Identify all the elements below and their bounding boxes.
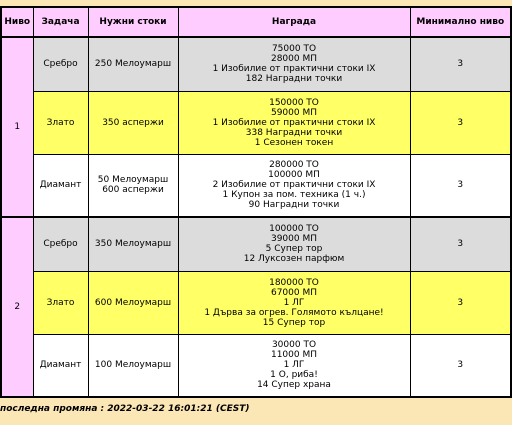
reward-line: 1 Изобилие от практични стоки IX — [212, 64, 376, 75]
reward-line: 5 Супер тор — [265, 244, 323, 255]
table-row — [1, 154, 511, 217]
reward-line: 90 Наградни точки — [248, 200, 340, 211]
reward-line: 30000 ТО — [271, 340, 317, 351]
reward-line: 1 Сезонен токен — [254, 137, 334, 148]
table-row — [1, 91, 511, 154]
reward-line: 12 Луксозен парфюм — [243, 254, 345, 265]
task-cell: Диамант — [33, 154, 88, 217]
header-min-level: Минимално ниво — [410, 7, 511, 37]
reward-line: 1 Дърва за огрев. Голямото кълцане! — [204, 307, 384, 318]
reward-line: 59000 МП — [270, 107, 318, 118]
reward-cell — [178, 91, 410, 154]
min-level-cell: 3 — [410, 91, 511, 154]
reward-cell — [178, 217, 410, 271]
goods-line: 100 Мелоумарш — [94, 360, 172, 371]
level-cell: 1 — [1, 37, 33, 217]
reward-line: 75000 ТО — [271, 44, 317, 55]
reward-line: 180000 ТО — [269, 277, 319, 288]
task-cell: Злато — [33, 91, 88, 154]
header-task: Задача — [33, 7, 88, 37]
reward-cell — [178, 271, 410, 334]
min-level-cell: 3 — [410, 154, 511, 217]
min-level-cell: 3 — [410, 217, 511, 271]
reward-line: 1 ЛГ — [283, 297, 305, 308]
reward-line: 338 Наградни точки — [245, 127, 343, 138]
rewards-table — [0, 6, 512, 398]
min-level-cell: 3 — [410, 334, 511, 397]
min-level-cell: 3 — [410, 37, 511, 91]
reward-line: 1 Купон за пом. техника (1 ч.) — [222, 190, 366, 201]
goods-line: 350 Мелоумарш — [94, 239, 172, 250]
goods-line: 350 аспержи — [102, 117, 164, 128]
reward-line: 67000 МП — [270, 287, 318, 298]
goods-line: 50 Мелоумарш — [97, 175, 169, 186]
table-header-row — [1, 7, 511, 37]
goods-cell — [88, 217, 178, 271]
task-cell: Сребро — [33, 217, 88, 271]
level-cell: 2 — [1, 217, 33, 397]
reward-cell — [178, 154, 410, 217]
goods-cell — [88, 37, 178, 91]
reward-line: 280000 ТО — [269, 160, 319, 171]
reward-line: 28000 МП — [270, 54, 318, 65]
table-row — [1, 37, 511, 91]
header-level: Ниво — [1, 7, 33, 37]
reward-cell — [178, 37, 410, 91]
header-reward: Награда — [178, 7, 410, 37]
goods-line: 600 Мелоумарш — [94, 297, 172, 308]
table-row — [1, 334, 511, 397]
reward-line: 182 Наградни точки — [245, 74, 343, 85]
table-row — [1, 217, 511, 271]
goods-cell — [88, 91, 178, 154]
reward-line: 11000 МП — [270, 350, 318, 361]
reward-line: 100000 МП — [268, 170, 320, 181]
goods-cell — [88, 154, 178, 217]
reward-line: 2 Изобилие от практични стоки IX — [212, 180, 376, 191]
task-cell: Злато — [33, 271, 88, 334]
last-modified: последна промяна : 2022-03-22 16:01:21 (CEST) — [0, 404, 250, 414]
goods-cell — [88, 271, 178, 334]
reward-line: 150000 ТО — [269, 97, 319, 108]
header-goods: Нужни стоки — [88, 7, 178, 37]
reward-line: 1 Изобилие от практични стоки IX — [212, 117, 376, 128]
reward-line: 14 Супер храна — [257, 380, 331, 391]
goods-line: 600 аспержи — [102, 185, 164, 196]
reward-line: 1 О, риба! — [270, 370, 318, 381]
reward-line: 39000 МП — [270, 234, 318, 245]
goods-cell — [88, 334, 178, 397]
reward-line: 1 ЛГ — [283, 360, 305, 371]
reward-line: 15 Супер тор — [262, 317, 326, 328]
task-cell: Диамант — [33, 334, 88, 397]
table-row — [1, 271, 511, 334]
reward-cell — [178, 334, 410, 397]
task-cell: Сребро — [33, 37, 88, 91]
table-body — [1, 37, 511, 397]
goods-line: 250 Мелоумарш — [94, 59, 172, 70]
reward-line: 100000 ТО — [269, 224, 319, 235]
min-level-cell: 3 — [410, 271, 511, 334]
